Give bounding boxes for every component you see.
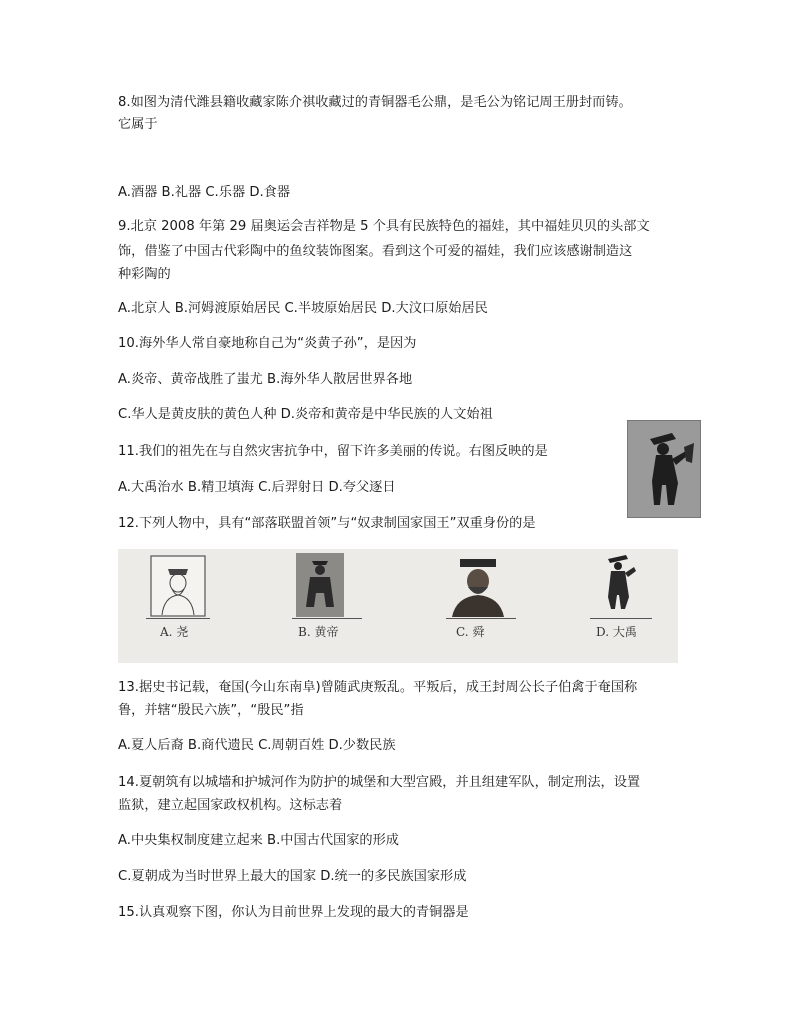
q11-figure-image xyxy=(627,420,701,518)
q11-stem: 11.我们的祖先在与自然灾害抗争中，留下许多美丽的传说。右图反映的是 xyxy=(118,444,548,459)
q10-options-line1: A.炎帝、黄帝战胜了蚩尤 B.海外华人散居世界各地 xyxy=(118,372,413,387)
q14-options-line2: C.夏朝成为当时世界上最大的国家 D.统一的多民族国家形成 xyxy=(118,869,467,884)
q12-caption-b: B. 黄帝 xyxy=(298,625,339,639)
q12-panel-b xyxy=(284,549,394,663)
q12-panel-a xyxy=(138,549,248,663)
q13-stem-line1: 13.据史书记载，奄国(今山东南阜)曾随武庚叛乱。平叛后，成王封周公长子伯禽于奄国称 xyxy=(118,680,638,695)
q13-options: A.夏人后裔 B.商代遗民 C.周朝百姓 D.少数民族 xyxy=(118,738,396,753)
q12-caption-c: C. 舜 xyxy=(456,625,485,639)
q15-stem: 15.认真观察下图，你认为目前世界上发现的最大的青铜器是 xyxy=(118,905,469,920)
q9-options: A.北京人 B.河姆渡原始居民 C.半坡原始居民 D.大汶口原始居民 xyxy=(118,301,488,316)
portrait-shun-icon xyxy=(446,557,510,617)
q12-panel-d xyxy=(588,549,678,663)
portrait-huangdi-icon xyxy=(296,553,344,617)
q10-options-line2: C.华人是黄皮肤的黄色人种 D.炎帝和黄帝是中华民族的人文始祖 xyxy=(118,407,493,422)
q11-options: A.大禹治水 B.精卫填海 C.后羿射日 D.夸父逐日 xyxy=(118,480,396,495)
q9-stem-line2: 饰，借鉴了中国古代彩陶中的鱼纹装饰图案。看到这个可爱的福娃，我们应该感谢制造这 xyxy=(118,244,633,259)
portrait-yao-icon xyxy=(150,555,206,617)
q14-options-line1: A.中央集权制度建立起来 B.中国古代国家的形成 xyxy=(118,833,399,848)
q8-options: A.酒器 B.礼器 C.乐器 D.食器 xyxy=(118,185,291,200)
q8-stem-line1: 8.如图为清代潍县籍收藏家陈介祺收藏过的青铜器毛公鼎，是毛公为铭记周王册封而铸。 xyxy=(118,95,632,110)
q14-stem-line1: 14.夏朝筑有以城墙和护城河作为防护的城堡和大型宫殿，并且组建军队，制定刑法，设置 xyxy=(118,775,641,790)
figure-silhouette-icon xyxy=(628,421,700,517)
q8-stem-line2: 它属于 xyxy=(118,117,158,132)
portrait-dayu-icon xyxy=(598,553,638,613)
q9-stem-line3: 种彩陶的 xyxy=(118,267,171,282)
q12-caption-a: A. 尧 xyxy=(160,625,189,639)
q13-stem-line2: 鲁，并辖“殷民六族”，“殷民”指 xyxy=(118,703,304,718)
q10-stem: 10.海外华人常自豪地称自己为“炎黄子孙”，是因为 xyxy=(118,336,417,351)
q12-stem: 12.下列人物中，具有“部落联盟首领”与“奴隶制国家国王”双重身份的是 xyxy=(118,516,536,531)
q12-panel-c xyxy=(436,549,546,663)
q12-caption-d: D. 大禹 xyxy=(596,625,637,639)
q9-stem-line1: 9.北京 2008 年第 29 届奥运会吉祥物是 5 个具有民族特色的福娃，其中福娃贝贝的头部文 xyxy=(118,219,650,234)
q14-stem-line2: 监狱，建立起国家政权机构。这标志着 xyxy=(118,798,343,813)
q12-figure-strip xyxy=(118,549,678,663)
